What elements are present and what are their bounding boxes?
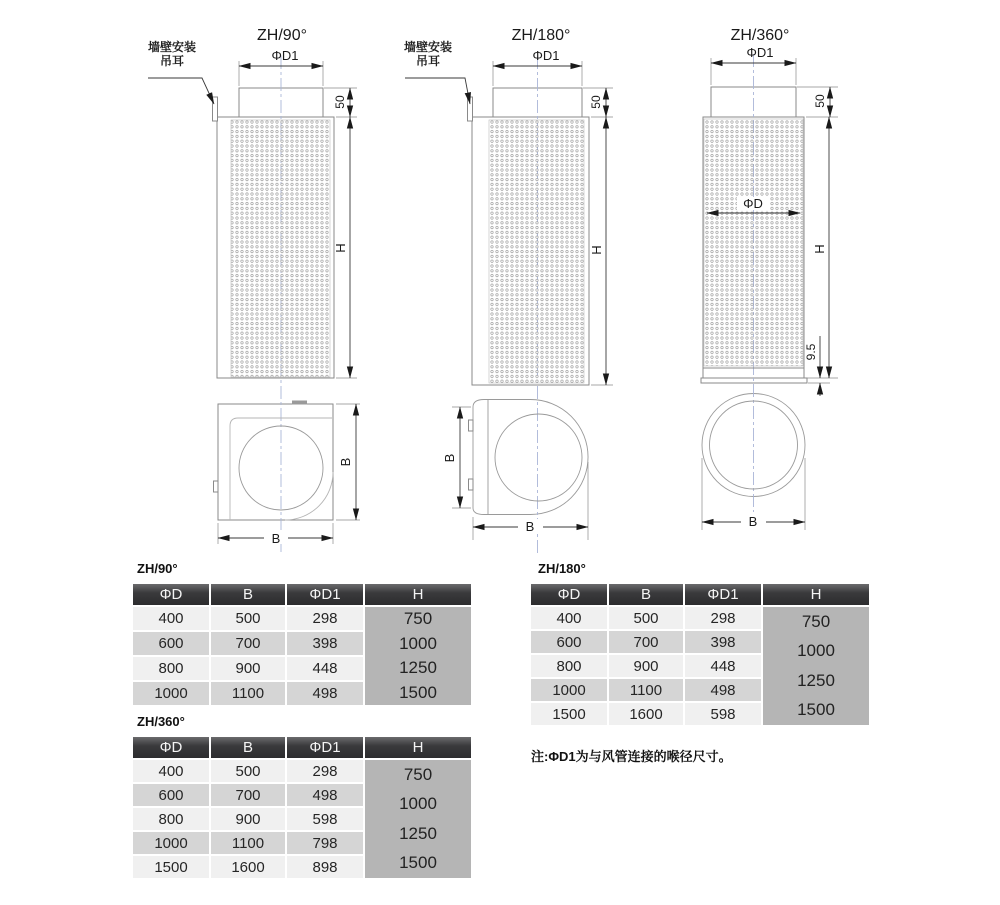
zh90-wall-mount-label-line2: 吊耳 xyxy=(159,54,185,68)
table-cell: 1000 xyxy=(133,682,209,705)
zh180-dim-50-label: 50 xyxy=(589,95,603,109)
table-cell: 400 xyxy=(133,607,209,630)
table-cell: 800 xyxy=(133,657,209,680)
column-header: ΦD1 xyxy=(685,584,761,605)
table-cell: 1600 xyxy=(211,856,285,878)
column-header: B xyxy=(211,737,285,758)
table-cell: 448 xyxy=(287,657,363,680)
column-header: ΦD xyxy=(133,584,209,605)
table-cell: 498 xyxy=(287,784,363,806)
table-row xyxy=(133,657,363,680)
zh90-dim-h-label: H xyxy=(333,243,348,253)
h-value: 750 xyxy=(801,611,831,631)
table-row xyxy=(531,631,761,653)
zh360-dim-h-label: H xyxy=(812,244,827,254)
zh360-title: ZH/360° xyxy=(730,27,790,44)
table-cell: 1600 xyxy=(609,703,683,725)
table-cell: 400 xyxy=(133,760,209,782)
zh90-wall-mount-label-line1: 墙壁安装 xyxy=(147,40,197,54)
column-header: B xyxy=(609,584,683,605)
footnote: 注:ΦD1为与风管连接的喉径尺寸。 xyxy=(531,749,732,764)
table-row xyxy=(133,607,363,630)
table-cell: 1100 xyxy=(211,682,285,705)
table-cell: 600 xyxy=(133,632,209,655)
column-header: B xyxy=(211,584,285,605)
zh360-perforated-panel xyxy=(704,119,803,366)
zh360-table xyxy=(133,737,471,878)
zh180-dim-h-label: H xyxy=(589,245,604,255)
zh360-h-column xyxy=(365,760,471,878)
h-value: 1250 xyxy=(399,823,437,843)
zh180-dim-b-vertical-label: B xyxy=(442,453,457,463)
h-value: 750 xyxy=(403,609,433,629)
table-cell: 400 xyxy=(531,607,607,629)
table-row xyxy=(133,682,363,705)
zh180-side-tab xyxy=(469,420,474,431)
zh180-h-column xyxy=(763,607,869,725)
zh90-table xyxy=(133,584,471,705)
zh90-top-tab xyxy=(292,401,307,405)
table-cell: 398 xyxy=(685,631,761,653)
table-row xyxy=(531,679,761,701)
zh90-table-title: ZH/90° xyxy=(137,561,178,576)
table-cell: 1100 xyxy=(211,832,285,854)
table-cell: 598 xyxy=(685,703,761,725)
table-row xyxy=(133,784,363,806)
column-header: ΦD1 xyxy=(287,584,363,605)
column-header: ΦD1 xyxy=(287,737,363,758)
zh360-dim-d1-label: ΦD1 xyxy=(746,45,774,60)
zh90-dim-b-horizontal-label: B xyxy=(271,531,281,546)
table-cell: 900 xyxy=(211,808,285,830)
zh180-perforated-panel xyxy=(489,120,584,383)
zh90-leader-line xyxy=(148,78,214,104)
zh90-figure xyxy=(148,27,360,552)
zh90-dim-50-label: 50 xyxy=(333,95,347,109)
zh90-h-column xyxy=(365,607,471,705)
zh360-dim-50-label: 50 xyxy=(813,94,827,108)
zh360-figure xyxy=(701,27,838,530)
zh360-dim-d-label: ΦD xyxy=(743,196,763,211)
h-value: 750 xyxy=(403,764,433,784)
table-cell: 1000 xyxy=(133,832,209,854)
table-cell: 298 xyxy=(287,607,363,630)
table-row xyxy=(531,703,761,725)
zh90-mount-lug xyxy=(213,97,218,121)
zh90-perforated-panel xyxy=(231,120,330,377)
table-row xyxy=(133,760,363,782)
h-value: 1000 xyxy=(399,794,437,814)
table-cell: 1500 xyxy=(531,703,607,725)
table-cell: 598 xyxy=(287,808,363,830)
column-header: ΦD xyxy=(133,737,209,758)
zh180-figure xyxy=(404,27,613,556)
zh90-dim-b-vertical-label: B xyxy=(338,457,353,467)
h-value: 1250 xyxy=(797,670,835,690)
table-cell: 700 xyxy=(211,784,285,806)
h-value: 1500 xyxy=(797,700,835,720)
zh180-mount-lug xyxy=(468,97,473,121)
zh90-title: ZH/90° xyxy=(257,27,307,44)
table-cell: 500 xyxy=(609,607,683,629)
table-cell: 798 xyxy=(287,832,363,854)
table-cell: 298 xyxy=(287,760,363,782)
table-cell: 898 xyxy=(287,856,363,878)
h-value: 1250 xyxy=(399,658,437,678)
table-row xyxy=(133,856,363,878)
table-row xyxy=(531,655,761,677)
table-cell: 600 xyxy=(133,784,209,806)
zh90-side-tab xyxy=(214,481,219,492)
table-row xyxy=(531,607,761,629)
zh360-table-header xyxy=(133,737,471,758)
zh180-side-tab xyxy=(469,479,474,490)
zh360-bottom-plate xyxy=(701,378,807,383)
zh180-title: ZH/180° xyxy=(511,27,571,44)
table-cell: 298 xyxy=(685,607,761,629)
table-cell: 900 xyxy=(609,655,683,677)
table-row xyxy=(133,832,363,854)
zh180-dim-d1-label: ΦD1 xyxy=(532,48,560,63)
h-value: 1000 xyxy=(399,633,437,653)
zh180-bottom-view xyxy=(473,400,588,515)
column-header: H xyxy=(365,584,471,605)
table-cell: 800 xyxy=(133,808,209,830)
table-cell: 448 xyxy=(685,655,761,677)
table-row xyxy=(133,808,363,830)
zh90-dim-d1-label: ΦD1 xyxy=(271,48,299,63)
zh90-table-header xyxy=(133,584,471,605)
table-cell: 900 xyxy=(211,657,285,680)
zh360-dim-b-label: B xyxy=(748,514,758,529)
zh360-dim-95-label: 9.5 xyxy=(804,343,818,361)
h-value: 1500 xyxy=(399,853,437,873)
h-value: 1000 xyxy=(797,641,835,661)
zh180-table-title: ZH/180° xyxy=(538,561,586,576)
table-cell: 700 xyxy=(211,632,285,655)
zh180-leader-line xyxy=(405,78,470,104)
h-value: 1500 xyxy=(399,682,437,702)
table-cell: 398 xyxy=(287,632,363,655)
table-cell: 600 xyxy=(531,631,607,653)
zh180-table-header xyxy=(531,584,869,605)
zh180-wall-mount-label-line2: 吊耳 xyxy=(415,54,441,68)
table-cell: 1100 xyxy=(609,679,683,701)
column-header: H xyxy=(763,584,869,605)
table-cell: 500 xyxy=(211,760,285,782)
zh180-dim-b-horizontal-label: B xyxy=(525,519,535,534)
table-cell: 498 xyxy=(685,679,761,701)
table-row xyxy=(133,632,363,655)
zh180-wall-mount-label-line1: 墙壁安装 xyxy=(403,40,453,54)
table-cell: 700 xyxy=(609,631,683,653)
column-header: H xyxy=(365,737,471,758)
table-cell: 800 xyxy=(531,655,607,677)
table-cell: 1000 xyxy=(531,679,607,701)
table-cell: 498 xyxy=(287,682,363,705)
zh360-table-title: ZH/360° xyxy=(137,714,185,729)
zh180-table xyxy=(531,584,869,725)
table-cell: 500 xyxy=(211,607,285,630)
column-header: ΦD xyxy=(531,584,607,605)
zh90-bottom-view xyxy=(218,404,333,520)
table-cell: 1500 xyxy=(133,856,209,878)
